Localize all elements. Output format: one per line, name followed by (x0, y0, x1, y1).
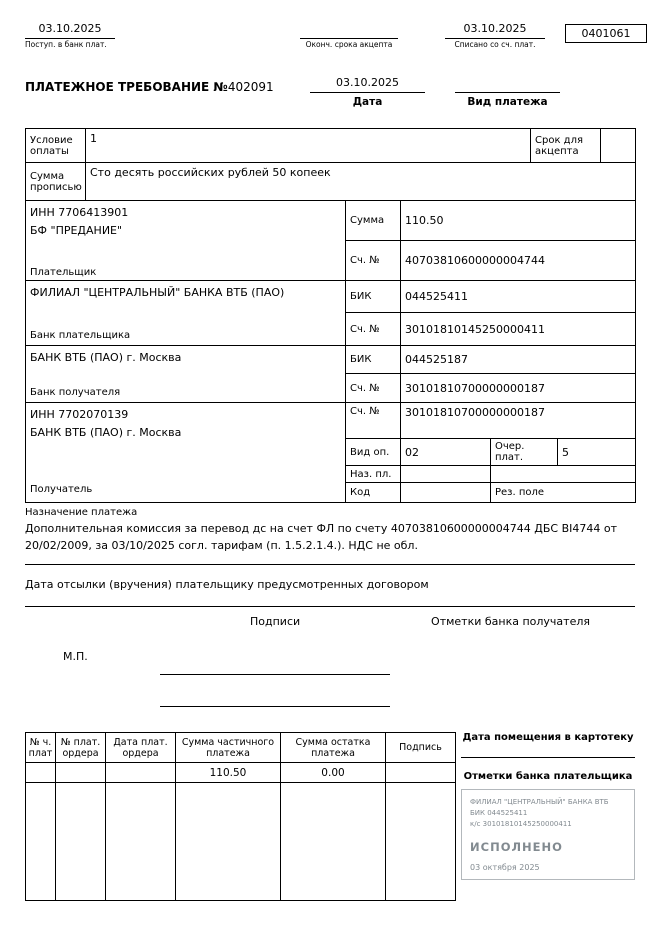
accept-term-value (601, 129, 636, 163)
accept-deadline-label: Оконч. срока акцепта (305, 40, 393, 49)
sum-value: 110.50 (401, 201, 636, 241)
stamp-corr-account: к/с 30101810145250000411 (470, 819, 572, 828)
partial-sum-cell: 110.50 (176, 763, 281, 783)
received-date-block (25, 22, 115, 49)
sum-label: Сумма (346, 201, 401, 241)
reserve-upper-cell (491, 466, 636, 483)
col-header-order-date: Дата плат. ордера (106, 733, 176, 763)
form-top-zone (0, 0, 660, 128)
reserve-field-label: Рез. поле (491, 483, 636, 503)
stamp-bik: БИК 044525411 (470, 808, 528, 817)
mp-label: М.П. (63, 650, 88, 663)
code-value (401, 483, 491, 503)
payment-kind-block (455, 76, 560, 108)
payee-bank-role-label: Банк получателя (30, 387, 121, 398)
order-number-cell (56, 763, 106, 783)
payee-bank-account-label: Сч. № (346, 374, 401, 403)
debited-date: 03.10.2025 (445, 22, 545, 39)
payee-inn: ИНН 7702070139 (30, 408, 129, 421)
payer-bank-marks-column (461, 732, 635, 880)
payee-account-value: 30101810700000000187 (401, 403, 636, 439)
payee-bank-bik-value: 044525187 (401, 346, 636, 374)
signatures-header-row (25, 615, 635, 628)
purpose-code-label: Наз. пл. (346, 466, 401, 483)
payer-bank-account-value: 30101810145250000411 (401, 313, 636, 346)
stamp-and-signatures-zone (25, 632, 635, 720)
document-date-block (310, 76, 425, 108)
payer-inn: ИНН 7706413901 (30, 206, 129, 219)
payee-account-label: Сч. № (346, 403, 401, 439)
received-date-label: Поступ. в банк плат. (25, 40, 107, 49)
document-title-text: ПЛАТЕЖНОЕ ТРЕБОВАНИЕ № (25, 80, 228, 94)
document-date: 03.10.2025 (310, 76, 425, 93)
payee-bank-block (26, 346, 346, 403)
partial-payment-row (26, 763, 456, 783)
card-file-date-label: Дата помещения в картотеку (461, 732, 635, 758)
stamp-status: ИСПОЛНЕНО (470, 839, 563, 854)
bottom-section (25, 732, 635, 901)
form-code-box (565, 24, 647, 43)
document-number: 402091 (227, 80, 274, 94)
col-header-signature: Подпись (386, 733, 456, 763)
order-date-cell (106, 763, 176, 783)
bank-execution-stamp (461, 789, 635, 880)
col-header-partial-sum: Сумма частичного платежа (176, 733, 281, 763)
payer-account-label: Сч. № (346, 241, 401, 281)
payer-bank-bik-label: БИК (346, 281, 401, 313)
stamp-bank-name: ФИЛИАЛ "ЦЕНТРАЛЬНЫЙ" БАНКА ВТБ (470, 798, 609, 806)
code-label: Код (346, 483, 401, 503)
payer-bank-account-label: Сч. № (346, 313, 401, 346)
payee-block (26, 403, 346, 503)
document-date-label: Дата (352, 96, 383, 108)
payee-bank-marks-label: Отметки банка получателя (431, 615, 590, 628)
signature-line-1 (160, 674, 390, 675)
payee-bank-account-value: 30101810700000000187 (401, 374, 636, 403)
op-kind-label: Вид оп. (346, 439, 401, 466)
empty-filler-row (26, 783, 456, 901)
payer-account-value: 40703810600000004744 (401, 241, 636, 281)
payer-role-label: Плательщик (30, 267, 97, 278)
signatures-label: Подписи (250, 615, 301, 628)
payer-block (26, 201, 346, 281)
payment-condition-label: Условие оплаты (26, 129, 86, 163)
amount-words-value: Сто десять российских рублей 50 копеек (86, 163, 636, 201)
stamp-date: 03 октября 2025 (470, 862, 540, 872)
payer-bank-role-label: Банк плательщика (30, 330, 131, 341)
document-title (25, 80, 274, 94)
purpose-code-value (401, 466, 491, 483)
col-header-order-number: № плат. ордера (56, 733, 106, 763)
accept-deadline-value (300, 22, 398, 39)
payer-bank-bik-value: 044525411 (401, 281, 636, 313)
payer-bank-name: ФИЛИАЛ "ЦЕНТРАЛЬНЫЙ" БАНКА ВТБ (ПАО) (30, 286, 285, 299)
payment-condition-value: 1 (86, 129, 531, 163)
col-header-remaining-sum: Сумма остатка платежа (281, 733, 386, 763)
payee-bank-name: БАНК ВТБ (ПАО) г. Москва (30, 351, 182, 364)
partial-number-cell (26, 763, 56, 783)
amount-words-label: Сумма прописью (26, 163, 86, 201)
form-code: 0401061 (581, 27, 631, 40)
accept-deadline-block (300, 22, 398, 49)
payee-name: БАНК ВТБ (ПАО) г. Москва (30, 425, 182, 439)
remaining-sum-cell: 0.00 (281, 763, 386, 783)
debited-date-block (445, 22, 545, 49)
partial-payments-table (25, 732, 456, 901)
payment-kind-value (455, 76, 560, 93)
payment-details-table (25, 128, 636, 503)
received-date: 03.10.2025 (25, 22, 115, 39)
signature-cell (386, 763, 456, 783)
priority-label: Очер. плат. (491, 439, 558, 466)
debited-date-label: Списано со сч. плат. (454, 40, 536, 49)
payer-bank-block (26, 281, 346, 346)
payee-role-label: Получатель (30, 484, 93, 495)
payment-purpose-label: Назначение платежа (25, 507, 138, 518)
op-kind-value: 02 (401, 439, 491, 466)
payment-kind-label: Вид платежа (467, 96, 548, 108)
send-date-label: Дата отсылки (вручения) плательщику предусмотренных договором (25, 578, 635, 607)
payer-name: БФ "ПРЕДАНИЕ" (30, 223, 123, 237)
payment-purpose-text: Дополнительная комиссия за перевод дс на счет ФЛ по счету 40703810600000004744 ДБС BI4744 от 20/02/2009, за 03/10/2025 согл. тарифам (п. 1.5.2.1.4.). НДС не обл. (25, 521, 635, 565)
payee-bank-bik-label: БИК (346, 346, 401, 374)
payer-bank-marks-label: Отметки банка плательщика (463, 771, 633, 782)
priority-value: 5 (558, 439, 636, 466)
col-header-partial-number: № ч. плат (26, 733, 56, 763)
accept-term-label: Срок для акцепта (531, 129, 601, 163)
signature-line-2 (160, 706, 390, 707)
